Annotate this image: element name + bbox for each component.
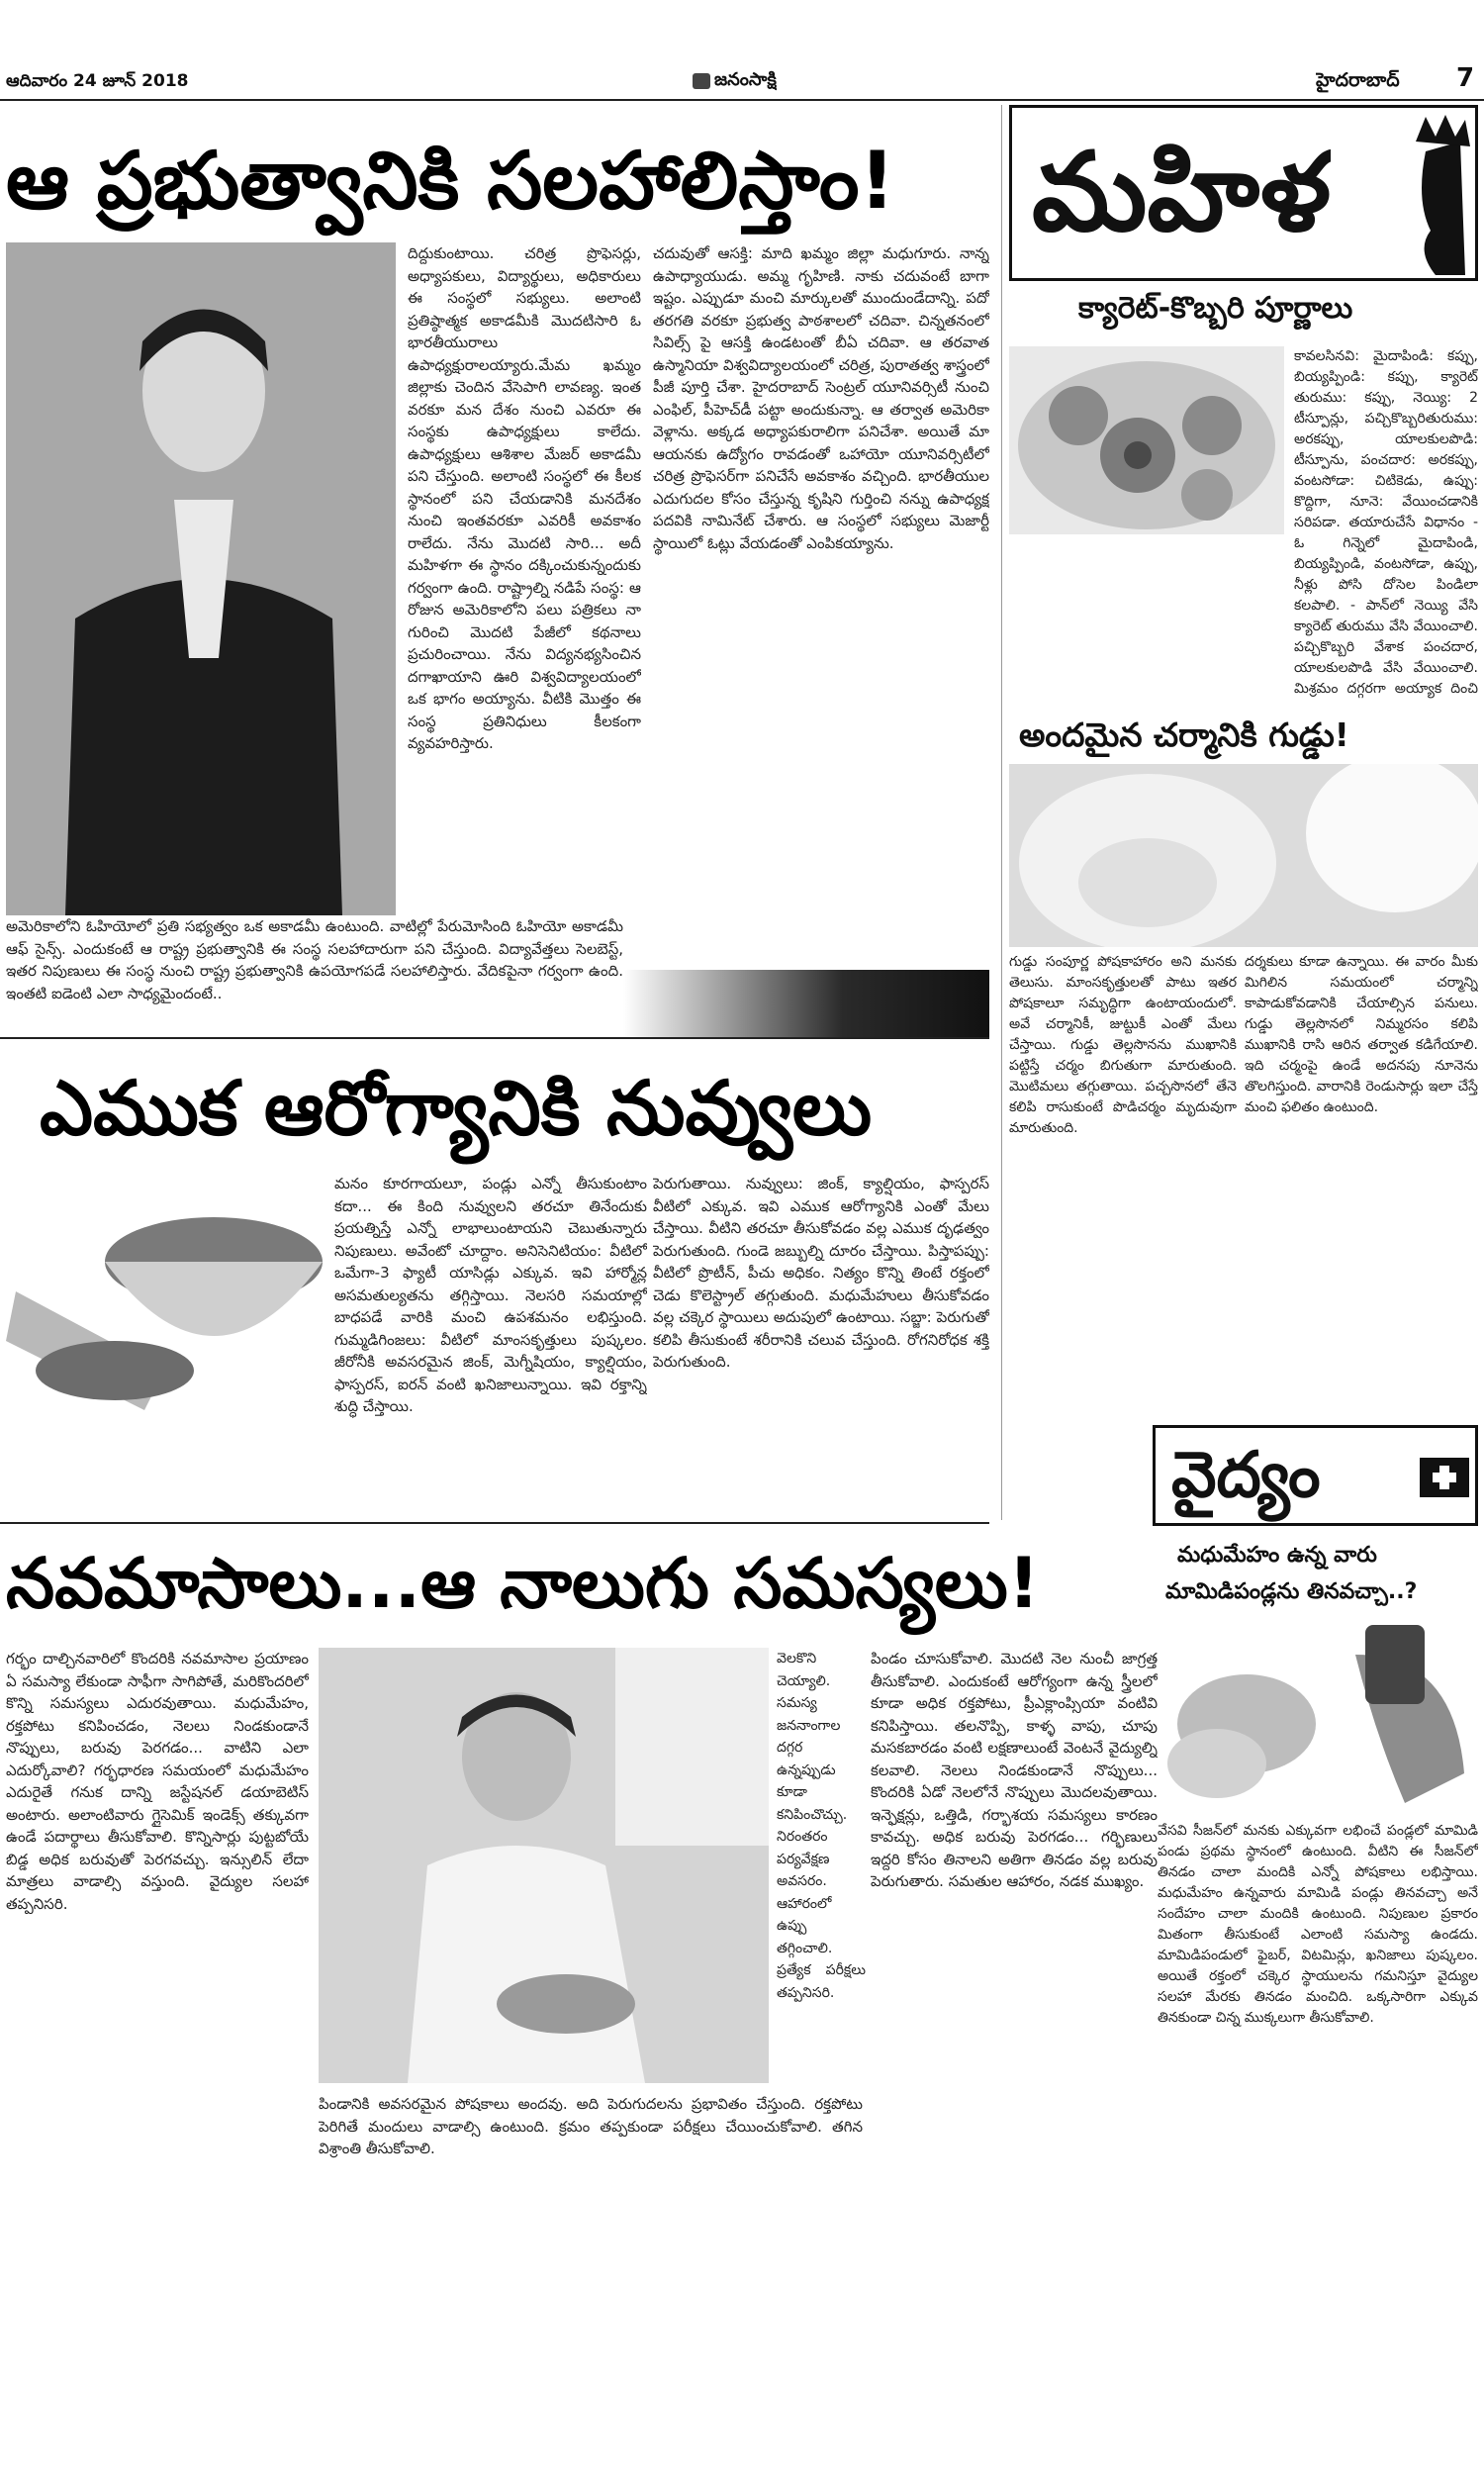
pregnant-woman-eating-icon bbox=[319, 1648, 769, 2083]
egg-icon bbox=[1009, 764, 1478, 947]
mango-glucometer-icon bbox=[1158, 1615, 1478, 1813]
article1-col2: చదువుతో ఆసక్తి: మాది ఖమ్మం జిల్లా మధుగూరు. నాన్న ఉపాధ్యాయుడు. అమ్మ గృహిణి. నాకు చదువంటే బాగా ఇష్టం. ఎప్పుడూ మంచి మార్కులతో ముందుండేదాన్ని. పదో తరగతి వరకూ ప్రభుత్వ పాఠశాలలో చదివా. చిన్నతనంలో సివిల్స్ పై ఆసక్తి ఉండటంతో బీఏ చదివా. ఆ తరవాత ఉస్మానియా విశ్వవిద్యాలయంలో చరిత్ర, పురాతత్వ శాస్త్రంలో పీజీ పూర్తి చేశా. హైదరాబాద్ సెంట్రల్ యూనివర్సిటీ నుంచి ఎంఫిల్, పీహెచ్‌డీ పట్టా అందుకున్నా. ఆ తర్వాత అమెరికా వెళ్లాను. అక్కడ అధ్యాపకురాలిగా పనిచేశా. అయితే మా ఆయనకు ఉద్యోగం రావడంతో ఒహాయో యూనివర్సిటీలో చరిత్ర ప్రొఫెసర్‌గా పనిచేసే అవకాశం వచ్చింది. భారతీయుల ఎదుగుదల కోసం చేస్తున్న కృషిని గుర్తించి నన్ను ఉపాధ్యక్ష పదవికి నామినేట్ చేశారు. ఆ సంస్థలో సభ్యులు మెజార్టీ స్థాయిలో ఓట్లు వేయడంతో ఎంపికయ్యాను. bbox=[653, 244, 989, 552]
woman-portrait-icon bbox=[6, 242, 396, 915]
vaidyam-section-title: వైద్యం bbox=[1171, 1438, 1321, 1512]
vaidyam-text: వేసవి సీజన్‌లో మనకు ఎక్కువగా లభించే పండ్లలో మామిడి పండు ప్రథమ స్థానంలో ఉంటుంది. వీటిని ఈ సీజన్‌లో తినడం చాలా మందికి ఎన్నో పోషకాలు లభిస్తాయి. మధుమేహం ఉన్నవారు మామిడి పండ్లు తినవచ్చా అనే సందేహం చాలా మందికి ఉంటుంది. నిపుణుల ప్రకారం మితంగా తీసుకుంటే ఎలాంటి సమస్యా ఉండదు. మామిడిపండులో ఫైబర్, విటమిన్లు, ఖనిజాలు పుష్కలం. అయితే రక్తంలో చక్కెర స్థాయులను గమనిస్తూ వైద్యుల సలహా మేరకు తినడం మంచిది. ఒక్కసారిగా ఎక్కువ తినకుండా చిన్న ముక్కలుగా తీసుకోవాలి. bbox=[1158, 1823, 1478, 2026]
article3-col2: వెలకొని చెయ్యాలి. సమస్య జననాంగాల దగ్గర ఉన్నప్పుడు కూడా కనిపించొచ్చు. నిరంతరం పర్యవేక్షణ అవసరం. ఆహారంలో ఉప్పు తగ్గించాలి. ప్రత్యేక పరీక్షలు తప్పనిసరి. bbox=[777, 1651, 866, 2001]
vaidyam-photo bbox=[1158, 1615, 1478, 1813]
article3-title: నవమాసాలు...ఆ నాలుగు సమస్యలు! bbox=[6, 1543, 1040, 1624]
header-rule bbox=[0, 99, 1484, 101]
masthead bbox=[693, 69, 851, 95]
article1-photo bbox=[6, 242, 396, 915]
page-number: 7 bbox=[1456, 63, 1475, 93]
vaidyam-box bbox=[1153, 1425, 1478, 1526]
article2-col2: పెరుగుతాయి. నువ్వులు: జింక్, క్యాల్షియం, ఫాస్పరస్ వీటిలో ఎక్కువ. ఇవి ఎముక ఆరోగ్యానికి ఎంతో మేలు చేస్తాయి. వీటిని తరచూ తీసుకోవడం వల్ల ఎముక దృఢత్వం పెరుగుతుంది. గుండె జబ్బుల్ని దూరం చేస్తాయి. పిస్తాపప్పు: వీటిలో ప్రొటీన్, పీచు అధికం. నిత్యం కొన్ని తింటే రక్తంలో చెడు కొలెస్ట్రాల్ తగ్గుతుంది. మధుమేహులు తీసుకోవడం వల్ల చక్కెర స్థాయిలు అదుపులో ఉంటాయి. సబ్జా: పెరుగుతో కలిపి తీసుకుంటే శరీరానికి చలువ చేస్తుంది. రోగనిరోధక శక్తి పెరుగుతుంది. bbox=[653, 1175, 989, 1371]
crown-lady-icon bbox=[1386, 112, 1475, 280]
article3-photo bbox=[319, 1648, 769, 2083]
mahila-box bbox=[1009, 105, 1478, 281]
page-header bbox=[0, 0, 1484, 114]
skin-col1: గుడ్డు సంపూర్ణ పోషకాహారం అని మనకు తెలుసు. మాంసకృత్తులతో పాటు ఇతర పోషకాలూ సమృద్ధిగా ఉంటాయందులో. అవే చర్మానికీ, జుట్టుకీ ఎంతో మేలు చేస్తాయి. గుడ్డు తెల్లసొనను ముఖానికి పట్టిస్తే చర్మం బిగుతుగా మారుతుంది. మొటిమలు తగ్గుతాయి. పచ్చసొనలో తేనె కలిపి రాసుకుంటే పొడిచర్మం మృదువుగా మారుతుంది. bbox=[1009, 954, 1237, 1136]
skin-title: అందమైన చర్మానికి గుడ్డు! bbox=[1019, 715, 1349, 754]
article2-title: ఎముక ఆరోగ్యానికి నువ్వులు bbox=[40, 1064, 873, 1152]
article1-dark-band bbox=[623, 970, 989, 1037]
article1-caption: అమెరికాలోని ఓహియోలో ప్రతి సభ్యత్వం ఒక అకాడమీ ఉంటుంది. వాటిల్లో పేరుమోసింది ఓహియో అకాడమీ ఆఫ్ సైన్స్. ఎందుకంటే ఆ రాష్ట్ర ప్రభుత్వానికి ఈ సంస్థ సలహాదారుగా పని చేస్తుంది. విద్యావేత్తలు సెలబెస్ట్, ఇతర నిపుణులు ఈ సంస్థ నుంచి రాష్ట్ర ప్రభుత్వానికి ఉపయోగపడే సలహాలిస్తారు. వేదికపైనా గర్వంగా ఉంది. ఇంతటి ఐడెంటి ఎలా సాధ్యమైందంటే.. bbox=[6, 917, 623, 1002]
sesame-bowl-icon bbox=[6, 1173, 327, 1425]
article1-bottom-rule bbox=[0, 1037, 989, 1039]
skin-col2: దర్శకులు కూడా ఉన్నాయి. ఈ వారం మీకు మిగిలిన సమయంలో చర్మాన్ని కాపాడుకోవడానికి చేయాల్సిన పనులు. గుడ్డు తెల్లసొనలో నిమ్మరసం కలిపి ముఖానికి రాసి ఆరిన తర్వాత కడిగేయాలి. ఇది చర్మంపై ఉండే అదనపు నూనెను తొలగిస్తుంది. వారానికి రెండుసార్లు ఇలా చేస్తే మంచి ఫలితం ఉంటుంది. bbox=[1245, 954, 1478, 1115]
masthead-title: జనంసాక్షి bbox=[714, 69, 777, 90]
recipe-title: క్యారెట్-కొబ్బరి పూర్ణాలు bbox=[1078, 291, 1353, 326]
mahila-section-title: మహిళ bbox=[1032, 128, 1332, 255]
vaidyam-headline-line2: మామిడిపండ్లను తినవచ్చా..? bbox=[1165, 1579, 1418, 1604]
medical-kit-icon bbox=[1415, 1448, 1474, 1507]
article1-title: ఆ ప్రభుత్వానికి సలహాలిస్తాం! bbox=[6, 135, 895, 227]
skin-photo bbox=[1009, 764, 1478, 947]
article2-photo bbox=[6, 1173, 327, 1425]
vaidyam-headline-line1: మధుమేహం ఉన్న వారు bbox=[1177, 1543, 1377, 1568]
article3-col1: గర్భం దాల్చినవారిలో కొందరికి నవమాసాల ప్రయాణం ఏ సమస్యా లేకుండా సాఫీగా సాగిపోతే, మరికొందరిలో కొన్ని సమస్యలు ఎదురవుతాయి. మధుమేహం, రక్తపోటు కనిపించడం, నెలలు నిండకుండానే నొప్పులు, బరువు పెరగడం... వాటిని ఎలా ఎదుర్కోవాలి? గర్భధారణ సమయంలో మధుమేహం ఎదురైతే గనుక దాన్ని జస్టేషనల్ డయాబెటిస్ అంటారు. అలాంటివారు గ్లైసెమిక్ ఇండెక్స్ తక్కువగా ఉండే పదార్థాలు తీసుకోవాలి. కొన్నిసార్లు పుట్టబోయే బిడ్డ అధిక బరువుతో పెరగవచ్చు. ఇన్సులిన్ లేదా మాత్రలు వాడాల్సి వస్తుంది. వైద్యుల సలహా తప్పనిసరి. bbox=[6, 1650, 309, 1913]
article1-col1: దిద్దుకుంటాయి. చరిత్ర ప్రొఫెసర్లు, అధ్యాపకులు, విద్యార్థులు, అధికారులు ఈ సంస్థలో సభ్యులు. అలాంటి ప్రతిష్ఠాత్మక అకాడమీకి మొదటిసారి ఓ భారతీయురాలు ఉపాధ్యక్షురాలయ్యారు.మేమ ఖమ్మం జిల్లాకు చెందిన వేసెపాగి లావణ్య. ఇంత వరకూ మన దేశం నుంచి ఎవరూ ఈ సంస్థకు ఉపాధ్యక్షులు కాలేదు. ఉపాధ్యక్షులు ఆశిశాల మేజర్ అకాడమీ పని చేస్తుంది. అలాంటి సంస్థలో ఈ కీలక స్థానంలో పని చేయడానికి మనదేశం నుంచి ఇంతవరకూ ఎవరికీ అవకాశం రాలేదు. నేను మొదటి సారి... అదీ మహిళగా ఈ స్థానం దక్కించుకున్నందుకు గర్వంగా ఉంది. రాష్ట్రాల్ని నడిపే సంస్థ: ఆ రోజున అమెరికాలోని పలు పత్రికలు నా గురించి మొదటి పేజీలో కథనాలు ప్రచురించాయి. నేను విద్యనభ్యసించిన దగాఖాయాని ఊరి విశ్వవిద్యాలయంలో ఒక భాగం అయ్యాను. వీటికి మొత్తం ఈ సంస్థ ప్రతినిధులు కీలకంగా వ్యవహరిస్తారు. bbox=[408, 244, 641, 752]
header-date: ఆదివారం 24 జూన్ 2018 bbox=[6, 71, 189, 91]
recipe-text: కావలసినవి: మైదాపిండి: కప్పు, బియ్యప్పిండి: కప్పు, క్యారెట్ తురుము: కప్పు, నెయ్యి: 2 టీస్పూన్లు, పచ్చికొబ్బరితురుము: అరకప్పు, యాలకులపొడి: టీస్పూను, పంచదార: అరకప్పు, వంటసోడా: చిటికెడు, ఉప్పు: కొద్దిగా, నూనె: వేయించడానికి సరిపడా. తయారుచేసే విధానం - ఓ గిన్నెలో మైదాపిండి, బియ్యప్పిండి, వంటసోడా, ఉప్పు, నీళ్లు పోసి దోసెల పిండిలా కలపాలి. - పాన్‌లో నెయ్యి వేసి క్యారెట్ తురుము వేసి వేయించాలి. పచ్చికొబ్బరి వేశాక పంచదార, యాలకులపొడి వేసి వేయించాలి. మిశ్రమం దగ్గరగా అయ్యాక దించి bbox=[1294, 348, 1478, 697]
article3-col3: పిండం చూసుకోవాలి. మొదటి నెల నుంచీ జాగ్రత్త తీసుకోవాలి. ఎందుకంటే ఆరోగ్యంగా ఉన్న స్త్రీలలో కూడా అధిక రక్తపోటు, ప్రీఎక్లాంప్సియా వంటివి కనిపిస్తాయి. తలనొప్పి, కాళ్ళ వాపు, చూపు మసకబారడం వంటి లక్షణాలుంటే వెంటనే వైద్యుల్ని కలవాలి. నెలలు నిండకుండానే నొప్పులు... కొందరికి ఏడో నెలలోనే నొప్పులు మొదలవుతాయి. ఇన్ఫెక్షన్లు, ఒత్తిడి, గర్భాశయ సమస్యలు కారణం కావచ్చు. అధిక బరువు పెరగడం... గర్భిణులు ఇద్దరి కోసం తినాలని అతిగా తినడం వల్ల బరువు పెరుగుతారు. సమతుల ఆహారం, నడక ముఖ్యం. bbox=[871, 1650, 1158, 1890]
article3-col-bottom: పిండానికి అవసరమైన పోషకాలు అందవు. అది పెరుగుదలను ప్రభావితం చేస్తుంది. రక్తపోటు పెరిగితే మందులు వాడాల్సి ఉంటుంది. క్రమం తప్పకుండా పరీక్షలు చేయించుకోవాలి. తగిన విశ్రాంతి తీసుకోవాలి. bbox=[319, 2095, 863, 2157]
right-column-divider bbox=[1001, 105, 1002, 1520]
masthead-logo-icon bbox=[693, 73, 710, 89]
header-city: హైదరాబాద్ bbox=[1316, 69, 1400, 91]
article2-col1: మనం కూరగాయలూ, పండ్లు ఎన్నో తీసుకుంటాం కదా... ఈ కింది నువ్వులని తరచూ తినేందుకు ప్రయత్నిస్తే ఎన్నో లాభాలుంటాయని చెబుతున్నారు నిపుణులు. అవేంటో చూద్దాం. అనిసెనిటియం: వీటిలో ఒమేగా-3 ఫ్యాటీ యాసిడ్లు ఎక్కువ. ఇవి హార్మోన్ల అసమతుల్యతను తగ్గిస్తాయి. నెలసరి సమయాల్లో బాధపడే వారికి మంచి ఉపశమనం లభిస్తుంది. గుమ్మడిగింజలు: వీటిలో మాంసకృత్తులు పుష్కలం. జీరోనీకి అవసరమైన జింక్, మెగ్నీషియం, క్యాల్షియం, ఫాస్పరస్, ఐరన్ వంటి ఖనిజాలున్నాయి. ఇవి రక్తాన్ని శుద్ధి చేస్తాయి. bbox=[334, 1175, 647, 1415]
